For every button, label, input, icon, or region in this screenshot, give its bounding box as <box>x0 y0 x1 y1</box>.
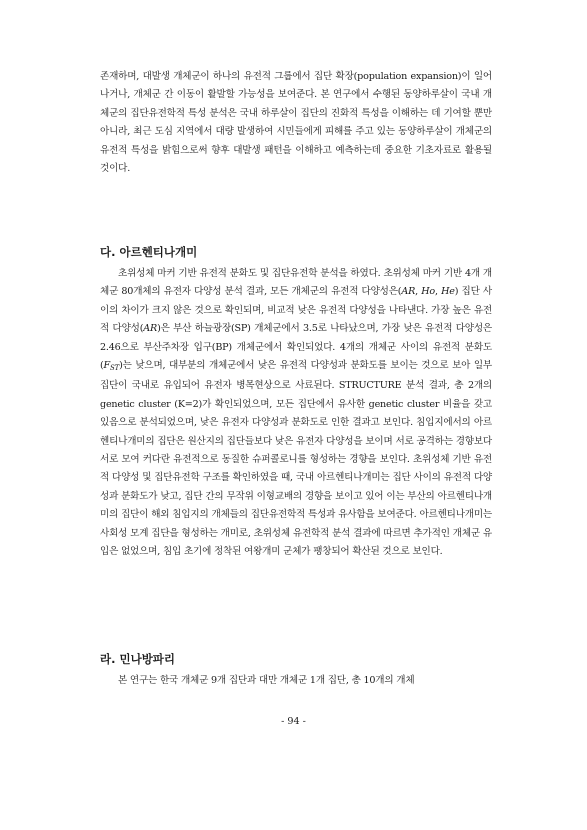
ar-symbol: AR <box>401 286 416 298</box>
separator-1: , <box>415 286 422 298</box>
section-d-text-2: ) 집단 사이의 차이가 크지 않은 것으로 확인되며, 비교적 낮은 유전적 다양성을 나타낸다. 가장 높은 유전적 다양성( <box>100 286 492 335</box>
fst-symbol: F <box>103 360 111 372</box>
section-d-paragraph <box>100 265 492 562</box>
section-e-paragraph: 본 연구는 한국 개체군 9개 집단과 대만 개체군 1개 집단, 총 10개의 개체 <box>118 675 415 686</box>
section-d-heading: 다. 아르헨티나개미 <box>100 245 198 259</box>
section-d-text-1: 초위성체 마커 기반 유전적 분화도 및 집단유전학 분석을 하였다. 초위성체 마커 기반 4개 개체군 80개체의 유전자 다양성 분석 결과, 모든 개체군의 유전적 다양성은( <box>100 268 492 298</box>
ar-symbol-2: AR <box>143 323 158 335</box>
section-d-text-3: )은 부산 하늘광장(SP) 개체군에서 3.5로 나타났으며, 가장 낮은 유전적 다양성은 2.46으로 부산주차장 입구(BP) 개체군에서 확인되었다. 4개의 개체군 사이의 유전적 분화도( <box>100 323 492 372</box>
separator-2: , <box>434 286 442 298</box>
fst-subscript: ST <box>110 364 120 373</box>
section-e-heading: 라. 민나방파리 <box>100 652 176 666</box>
ho-symbol: Ho <box>421 286 435 298</box>
page-number: - 94 - <box>281 716 306 727</box>
section-c-continuation-paragraph: 존재하며, 대발생 개체군이 하나의 유전적 그룹에서 집단 확장(population expansion)이 일어나거나, 개체군 간 이동이 활발할 가능성을 보여준다. 본 연구에서 수행된 동양하루살이 국내 개체군의 집단유전학적 특성 분석은 국내 하루살이 집단의 진화적 특성을 이해하는 데 기여할 뿐만 아니라, 최근 도심 지역에서 대량 발생하여 시민들에게 피해를 주고 있는 동양하루살이 개체군의 유전적 특성을 밝힘으로써 향후 대발생 패턴을 이해하고 예측하는데 중요한 기초자료로 활용될 것이다. <box>100 71 492 175</box>
section-d-text-4: )는 낮으며, 대부분의 개체군에서 낮은 유전적 다양성과 분화도를 보이는 것으로 보아 일부 집단이 국내로 유입되어 유전자 병목현상으로 사료된다. STRUCTURE 분석 결과, 총 2개의 genetic cluster (K=2)가 확인되었으며, 모든 집단에서 유사한 genetic cluster 비율을 갖고 있음으로 분석되었으며, 낮은 유전자 다양성과 분화도로 인한 결과고 보인다. 침입지에서의 아르헨티나개미의 집단은 원산지의 집단들보다 낮은 유전자 다양성을 보이며 서로 공격하는 경향보다 서로 모여 커다란 유전적으로 동질한 슈퍼콜로니를 형성하는 경향을 보인다. 초위성체 기반 유전적 다양성 및 집단유전학 구조를 확인하였을 때, 국내 아르헨티나개미는 집단 사이의 유전적 다양성과 분화도가 낮고, 집단 간의 무작위 이형교배의 경향을 보이고 있어 이는 부산의 아르헨티나개미의 집단이 해외 침입지의 개체들의 집단유전학적 특성과 유사함을 보여준다. 아르헨티나개미는 사회성 모계 집단을 형성하는 개미로, 초위성체 유전학적 분석 결과에 따르면 추가적인 개체군 유입은 없었으며, 침입 초기에 정착된 여왕개미 군체가 팽창되어 확산된 것으로 보인다. <box>100 360 492 558</box>
he-symbol: He <box>441 286 455 298</box>
